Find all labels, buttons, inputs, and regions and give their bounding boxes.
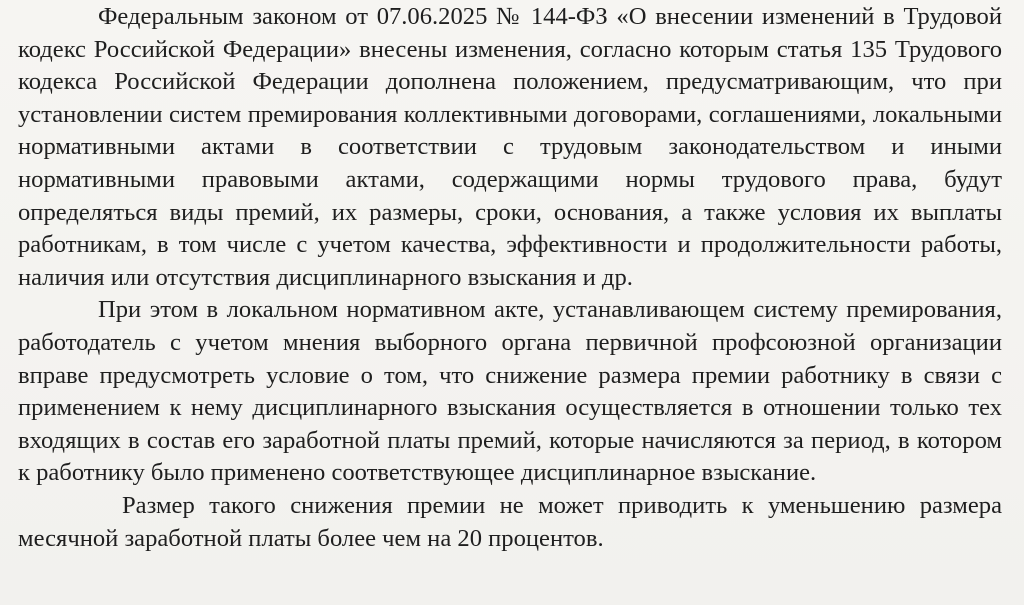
- paragraph-1: Федеральным законом от 07.06.2025 № 144-ФЗ «О внесении изменений в Трудовой кодекс Российской Федерации» внесены изменения, согласно которым статья 135 Трудового кодекса Российской Федерации дополнена положением, предусматривающим, что при установлении систем премирования коллективными договорами, соглашениями, локальными нормативными актами в соответствии с трудовым законодательством и иными нормативными правовыми актами, содержащими нормы трудового права, будут определяться виды премий, их размеры, сроки, основания, а также условия их выплаты работникам, в том числе с учетом качества, эффективности и продолжительности работы, наличия или отсутствия дисциплинарного взыскания и др.: [18, 3, 1002, 291]
- paragraph-2: При этом в локальном нормативном акте, устанавливающем систему премирования, работодатель с учетом мнения выборного органа первичной профсоюзной организации вправе предусмотреть условие о том, что снижение размера премии работнику в связи с применением к нему дисциплинарного взыскания осуществляется в отношении только тех входящих в состав его заработной платы премий, которые начисляются за период, в котором к работнику было применено соответствующее дисциплинарное взыскание.: [18, 296, 1002, 487]
- paragraph-3: Размер такого снижения премии не может приводить к уменьшению размера месячной заработной платы более чем на 20 процентов.: [18, 491, 1002, 552]
